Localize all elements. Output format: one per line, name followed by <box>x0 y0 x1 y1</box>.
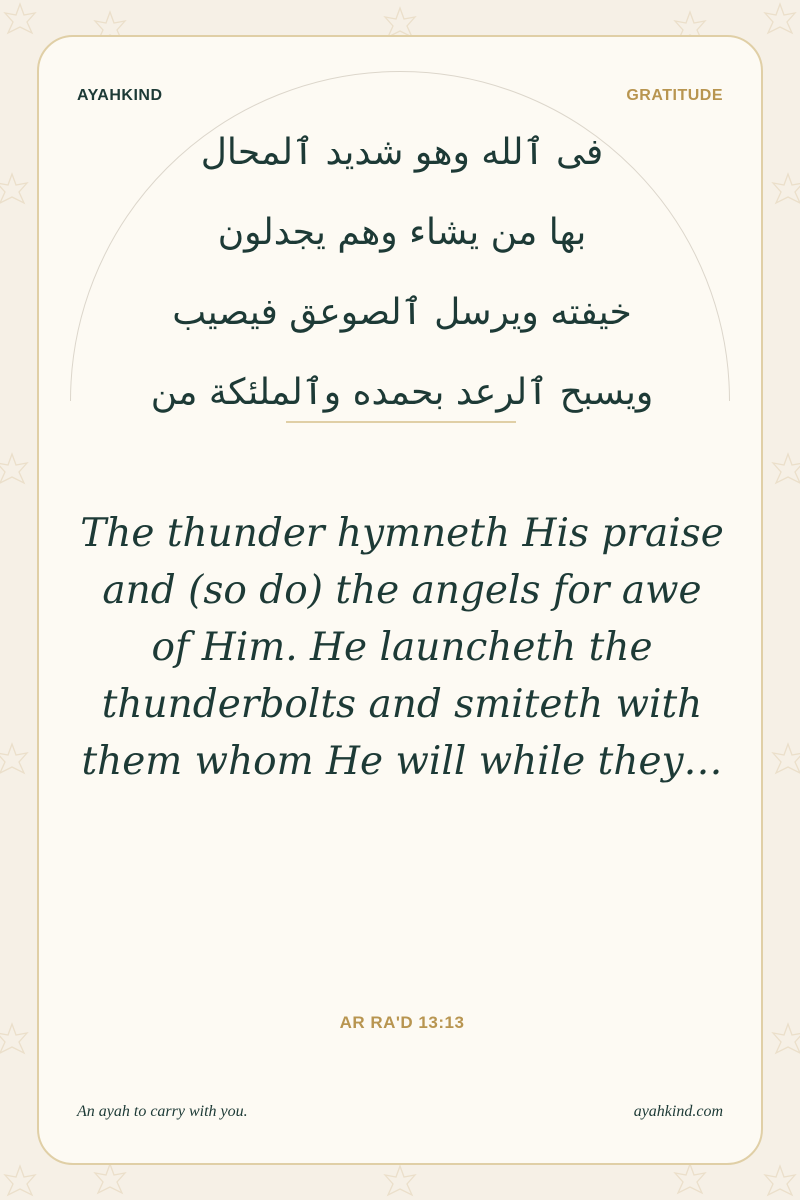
brand-name: AYAHKIND <box>77 87 163 104</box>
footer-tagline: An ayah to carry with you. <box>77 1103 248 1120</box>
ayah-card <box>37 35 763 1165</box>
arabic-verse <box>79 113 725 433</box>
arabic-line: بها من يشاء وهم يجدلون <box>217 212 587 253</box>
divider-line <box>286 421 516 423</box>
arabic-line: فى ٱلله وهو شديد ٱلمحال <box>200 132 604 173</box>
arabic-line: ويسبح ٱلرعد بحمده وٱلملئكة من <box>150 372 654 413</box>
verse-translation: The thunder hymneth His praise and (so do) the angels for awe of Him. He launcheth the thunderbolts and smiteth with them whom He will while they… <box>80 511 724 784</box>
theme-label: GRATITUDE <box>626 87 723 104</box>
arabic-line: خيفته ويرسل ٱلصوعق فيصيب <box>172 292 632 333</box>
footer-website-link[interactable]: ayahkind.com <box>633 1103 723 1120</box>
verse-reference: AR RA'D 13:13 <box>339 1013 465 1032</box>
